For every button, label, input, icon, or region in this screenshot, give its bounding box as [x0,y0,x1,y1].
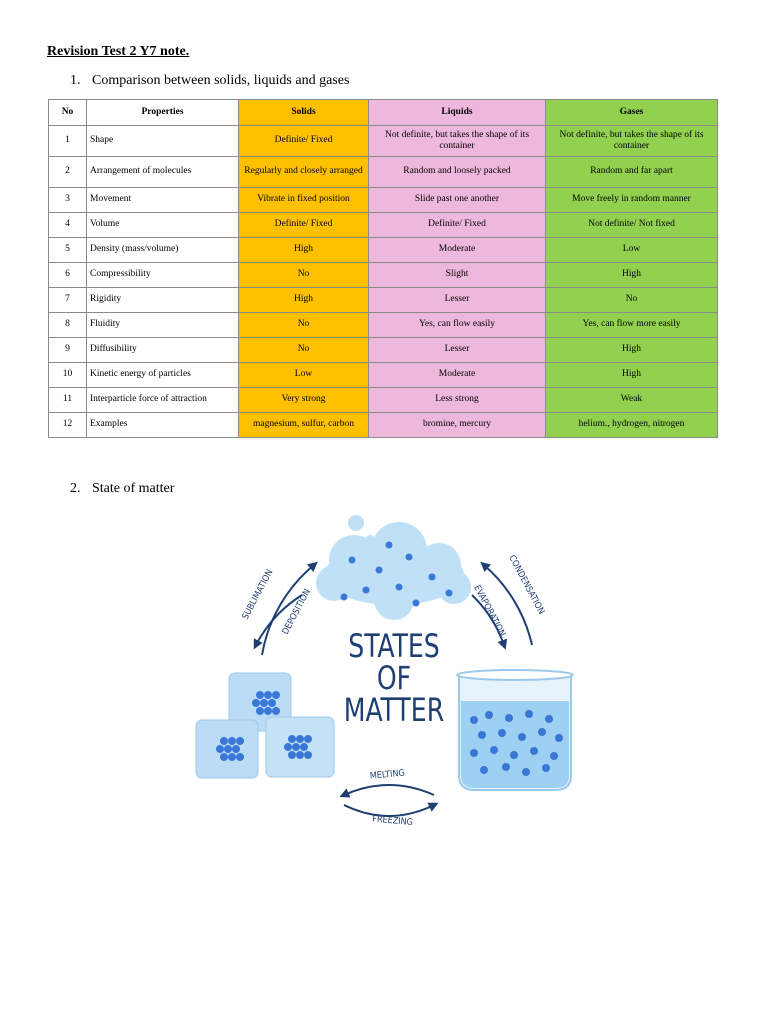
doc-title: Revision Test 2 Y7 note. [47,44,190,59]
cell-gas: Not definite, but takes the shape of its container [546,126,718,157]
cell-property: Interparticle force of attraction [87,388,239,413]
diagram-title-matter: MATTER [343,692,445,730]
cell-liquid: Yes, can flow easily [369,313,546,338]
cell-property: Shape [87,126,239,157]
label-deposition: DEPOSITION [280,587,314,637]
section1-text: Comparison between solids, liquids and gases [92,73,350,88]
liquid-beaker [457,670,573,790]
cell-solid: No [239,338,369,363]
table-row [49,413,718,438]
header-no: No [49,100,87,126]
cell-property: Rigidity [87,288,239,313]
cell-gas: Random and far apart [546,157,718,188]
cell-property: Density (mass/volume) [87,238,239,263]
cell-liquid: Lesser [369,338,546,363]
cell-gas: Not definite/ Not fixed [546,213,718,238]
cell-no: 6 [49,263,87,288]
cell-gas: Low [546,238,718,263]
cell-liquid: Moderate [369,363,546,388]
cell-property: Fluidity [87,313,239,338]
cell-liquid: Not definite, but takes the shape of its container [369,126,546,157]
table-row [49,188,718,213]
cell-gas: High [546,263,718,288]
table-row [49,263,718,288]
cell-liquid: Slight [369,263,546,288]
table-row [49,238,718,263]
section2-heading [70,481,174,497]
cell-no: 9 [49,338,87,363]
cell-solid: Vibrate in fixed position [239,188,369,213]
cell-property: Movement [87,188,239,213]
cell-liquid: Less strong [369,388,546,413]
cell-property: Examples [87,413,239,438]
cell-solid: Regularly and closely arranged [239,157,369,188]
diagram-title-states: STATES [348,627,440,666]
states-of-matter-diagram [184,505,584,835]
cell-liquid: Lesser [369,288,546,313]
cell-no: 11 [49,388,87,413]
label-freezing: FREEZING [371,814,414,829]
solid-ice-cubes [196,673,334,778]
header-liquids: Liquids [369,100,546,126]
cell-no: 2 [49,157,87,188]
cell-no: 7 [49,288,87,313]
cell-solid: Definite/ Fixed [239,126,369,157]
cell-solid: Definite/ Fixed [239,213,369,238]
cell-no: 3 [49,188,87,213]
cell-liquid: Slide past one another [369,188,546,213]
header-solids: Solids [239,100,369,126]
table-row [49,313,718,338]
table-row [49,338,718,363]
cell-no: 1 [49,126,87,157]
cell-property: Diffusibility [87,338,239,363]
cell-solid: High [239,238,369,263]
header-properties: Properties [87,100,239,126]
cell-liquid: Random and loosely packed [369,157,546,188]
table-row [49,157,718,188]
cell-solid: High [239,288,369,313]
diagram-title-of: OF [376,660,412,698]
table-row [49,363,718,388]
label-melting: MELTING [369,768,406,782]
cell-solid: No [239,313,369,338]
section2-number: 2. [70,481,81,496]
cell-gas: High [546,338,718,363]
cell-no: 5 [49,238,87,263]
label-sublimation: SUBLIMATION [240,568,276,622]
cell-liquid: bromine, mercury [369,413,546,438]
cell-no: 12 [49,413,87,438]
label-evaporation: EVAPORATION [471,583,507,639]
cell-gas: Yes, can flow more easily [546,313,718,338]
comparison-table [48,99,718,438]
cell-property: Arrangement of molecules [87,157,239,188]
cell-solid: Very strong [239,388,369,413]
table-row [49,213,718,238]
cell-solid: magnesium, sulfur, carbon [239,413,369,438]
cell-gas: Weak [546,388,718,413]
section1-number: 1. [70,73,81,88]
cell-solid: Low [239,363,369,388]
cell-no: 4 [49,213,87,238]
cell-property: Volume [87,213,239,238]
cell-liquid: Definite/ Fixed [369,213,546,238]
table-row [49,288,718,313]
gas-cloud [316,515,471,620]
cell-gas: Move freely in random manner [546,188,718,213]
cell-solid: No [239,263,369,288]
cell-liquid: Moderate [369,238,546,263]
cell-no: 8 [49,313,87,338]
cell-gas: No [546,288,718,313]
cell-gas: High [546,363,718,388]
table-row [49,388,718,413]
header-gases: Gases [546,100,718,126]
label-condensation: CONDENSATION [506,553,546,617]
cell-property: Compressibility [87,263,239,288]
cell-gas: helium., hydrogen, nitrogen [546,413,718,438]
table-header-row [49,100,718,126]
section1-heading [70,73,349,89]
section2-text: State of matter [92,481,175,496]
table-row [49,126,718,157]
cell-no: 10 [49,363,87,388]
cell-property: Kinetic energy of particles [87,363,239,388]
